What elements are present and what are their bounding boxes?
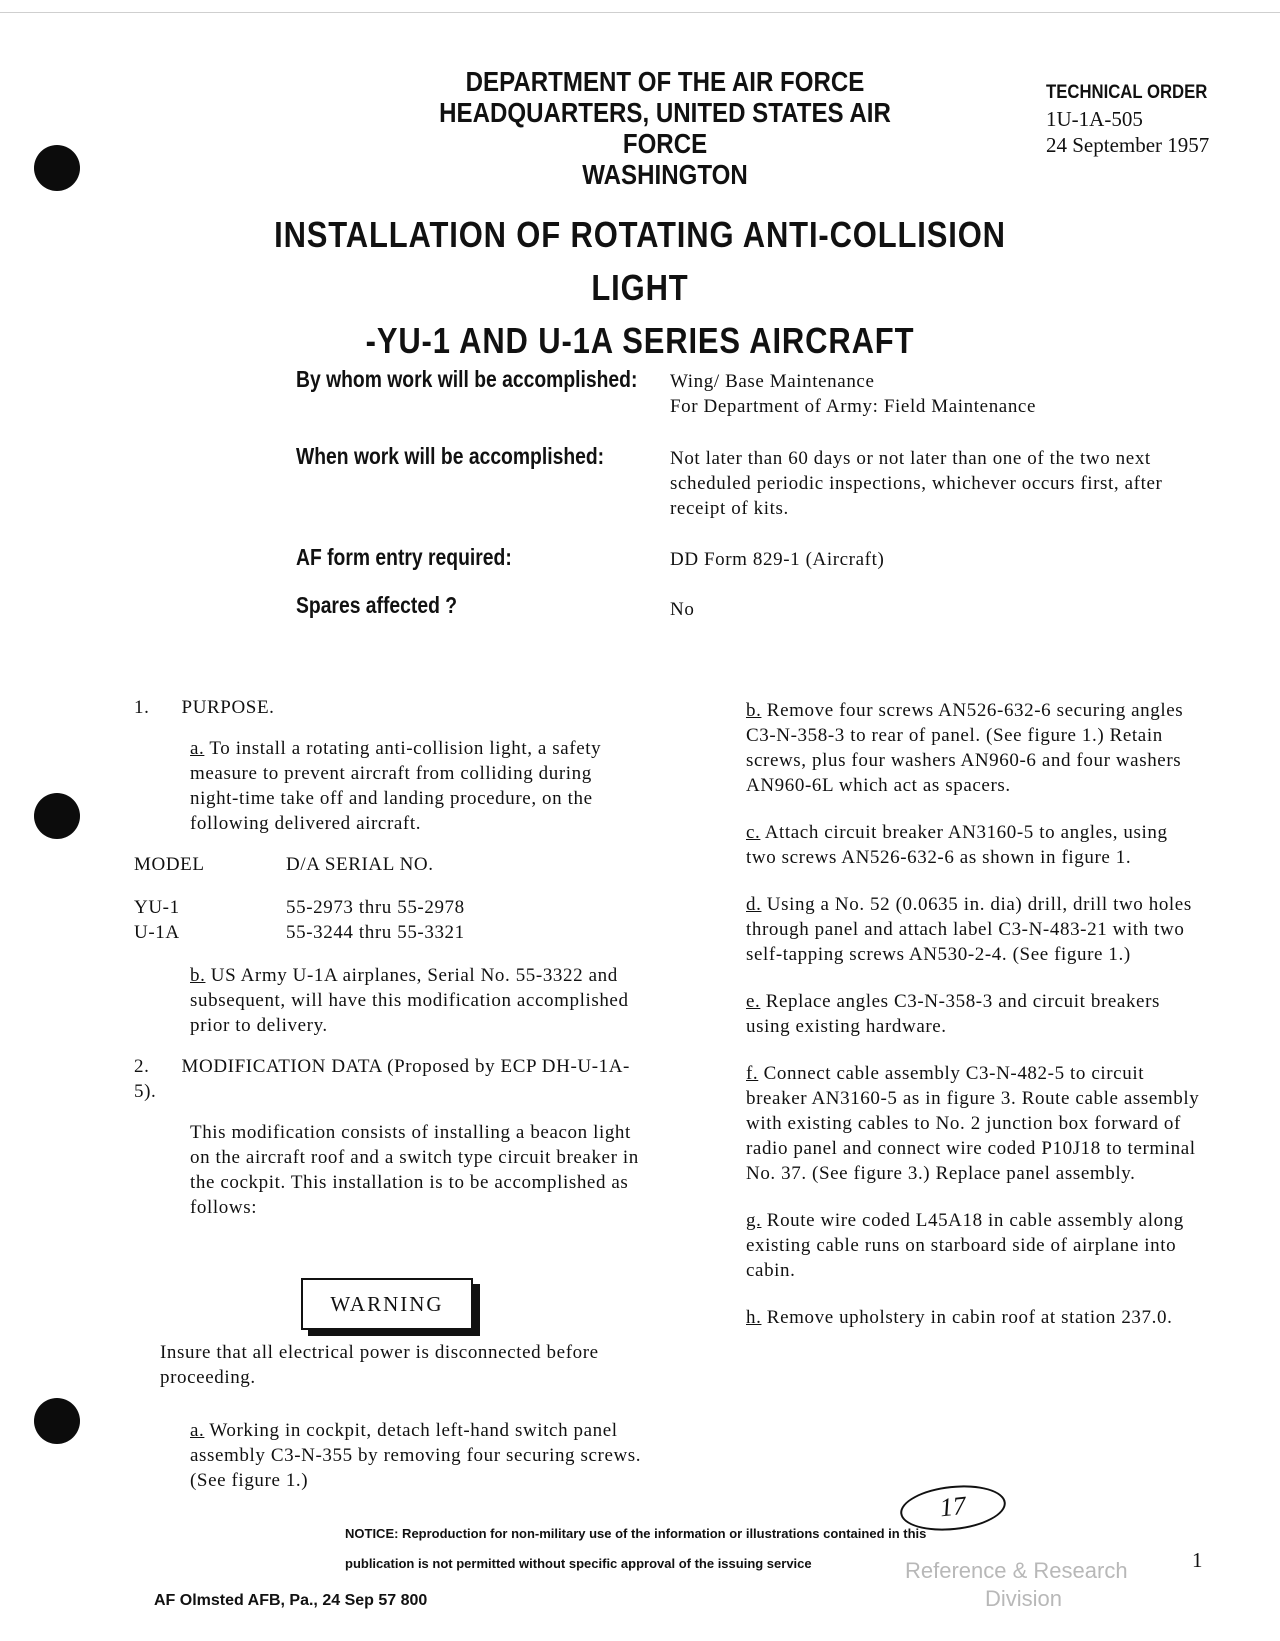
purpose-heading: 1. PURPOSE.: [134, 697, 275, 718]
punch-hole-top: [34, 145, 80, 191]
step-text: Connect cable assembly C3-N-482-5 to circuit breaker AN3160-5 as in figure 3. Route cable assembly with existing cables to No. 2 junction box forward of radio panel and connect wire coded P10J18 to terminal No. 37. (See figure 3.) Replace panel assembly.: [746, 1063, 1200, 1184]
document-title: [253, 208, 1027, 367]
table-row: [134, 895, 644, 920]
warning-box: WARNING: [301, 1278, 473, 1330]
step-d: [690, 892, 1200, 967]
para-text: US Army U-1A airplanes, Serial No. 55-3322 and subsequent, will have this modification accomplished prior to delivery.: [190, 965, 629, 1036]
table-row: [134, 920, 644, 945]
para-letter: a.: [190, 738, 205, 759]
spares-label: Spares affected ?: [296, 592, 458, 618]
step-letter: d.: [746, 894, 762, 915]
technical-order-label: TECHNICAL ORDER: [1046, 82, 1208, 103]
step-letter: g.: [746, 1210, 762, 1231]
step-letter: b.: [746, 700, 762, 721]
when-label: When work will be accomplished:: [296, 443, 605, 469]
punch-hole-bottom: [34, 1398, 80, 1444]
print-footer: AF Olmsted AFB, Pa., 24 Sep 57 800: [154, 1592, 428, 1609]
para-a: [134, 1418, 644, 1493]
notice-line-1: NOTICE: Reproduction for non-military use of the information or illustrations contained in this: [345, 1526, 927, 1541]
modification-intro: This modification consists of installing a beacon light on the aircraft roof and a switch type circuit breaker in the cockpit. This installation is to be accomplished as follows:: [190, 1122, 639, 1218]
technical-order-date: 24 September 1957: [1046, 133, 1210, 157]
serial-column-header: D/A SERIAL NO.: [286, 854, 434, 875]
faint-stamp-line-2: Division: [985, 1586, 1063, 1611]
form-entry-label: AF form entry required:: [296, 544, 512, 570]
step-letter: f.: [746, 1063, 759, 1084]
by-whom-label: By whom work will be accomplished:: [296, 366, 638, 392]
when-value: Not later than 60 days or not later than one of the two next scheduled periodic inspections, whichever occurs first, after receipt of kits.: [670, 448, 1163, 519]
spares-value: No: [670, 599, 695, 620]
header-line-1: DEPARTMENT OF THE AIR FORCE: [465, 66, 865, 97]
title-line-1: INSTALLATION OF ROTATING ANTI-COLLISION LIGHT: [274, 214, 1006, 308]
modification-heading: 2. MODIFICATION DATA (Proposed by ECP DH-U-1A-5).: [134, 1056, 630, 1102]
step-g: [690, 1208, 1200, 1283]
model-column-header: MODEL: [134, 854, 205, 875]
form-entry-value: DD Form 829-1 (Aircraft): [670, 549, 885, 570]
step-f: [690, 1061, 1200, 1186]
step-letter: h.: [746, 1307, 762, 1328]
scan-edge-line: [0, 12, 1280, 13]
step-text: Remove upholstery in cabin roof at station 237.0.: [761, 1307, 1173, 1328]
para-text: To install a rotating anti-collision light, a safety measure to prevent aircraft from colliding during night-time take off and landing procedure, on the following delivered aircraft.: [190, 738, 602, 834]
step-text: Using a No. 52 (0.0635 in. dia) drill, drill two holes through panel and attach label C3-N-483-21 with two self-tapping screws AN530-2-4. (See figure 1.): [746, 894, 1192, 965]
page-number: 1: [1192, 1548, 1203, 1572]
step-c: [690, 820, 1200, 870]
purpose-para-b: [134, 963, 644, 1038]
step-text: Remove four screws AN526-632-6 securing angles C3-N-358-3 to rear of panel. (See figure 1.) Retain screws, plus four washers AN960-6 and four washers AN960-6L which act as spacers.: [746, 700, 1184, 796]
header-line-3: WASHINGTON: [582, 159, 748, 190]
issuing-authority-header: [429, 66, 902, 190]
model-cell: U-1A: [134, 922, 180, 943]
model-cell: YU-1: [134, 897, 180, 918]
header-line-2: HEADQUARTERS, UNITED STATES AIR FORCE: [439, 97, 891, 159]
step-e: [690, 989, 1200, 1039]
para-text: Working in cockpit, detach left-hand switch panel assembly C3-N-355 by removing four securing screws. (See figure 1.): [190, 1420, 642, 1491]
by-whom-value-line-1: Wing/ Base Maintenance: [670, 371, 875, 392]
technical-order-block: [1046, 80, 1229, 158]
step-letter: e.: [746, 991, 761, 1012]
step-letter: c.: [746, 822, 761, 843]
step-text: Route wire coded L45A18 in cable assembly along existing cable runs on starboard side of airplane into cabin.: [746, 1210, 1184, 1281]
punch-hole-middle: [34, 793, 80, 839]
warning-text: Insure that all electrical power is disconnected before proceeding.: [160, 1342, 599, 1388]
faint-stamp-line-1: Reference & Research: [905, 1558, 1128, 1583]
title-line-2: -YU-1 AND U-1A SERIES AIRCRAFT: [365, 320, 915, 361]
step-b: [690, 698, 1200, 798]
by-whom-value-line-2: For Department of Army: Field Maintenance: [670, 396, 1036, 417]
by-whom-value: [670, 369, 1190, 419]
serial-cell: 55-2973 thru 55-2978: [286, 897, 465, 918]
model-table-header: [134, 852, 644, 877]
step-h: [690, 1305, 1200, 1330]
purpose-para-a: [134, 736, 644, 836]
step-text: Attach circuit breaker AN3160-5 to angles, using two screws AN526-632-6 as shown in figure 1.: [746, 822, 1168, 868]
notice-line-2: publication is not permitted without specific approval of the issuing service: [345, 1556, 812, 1571]
step-text: Replace angles C3-N-358-3 and circuit breakers using existing hardware.: [746, 991, 1160, 1037]
left-column: [134, 695, 644, 1220]
serial-cell: 55-3244 thru 55-3321: [286, 922, 465, 943]
modification-para-a: [134, 1418, 644, 1493]
technical-order-number: 1U-1A-505: [1046, 107, 1143, 131]
handwritten-number-stamp: 17: [898, 1481, 1008, 1536]
para-letter: a.: [190, 1420, 205, 1441]
para-letter: b.: [190, 965, 206, 986]
right-column: [690, 698, 1200, 1330]
